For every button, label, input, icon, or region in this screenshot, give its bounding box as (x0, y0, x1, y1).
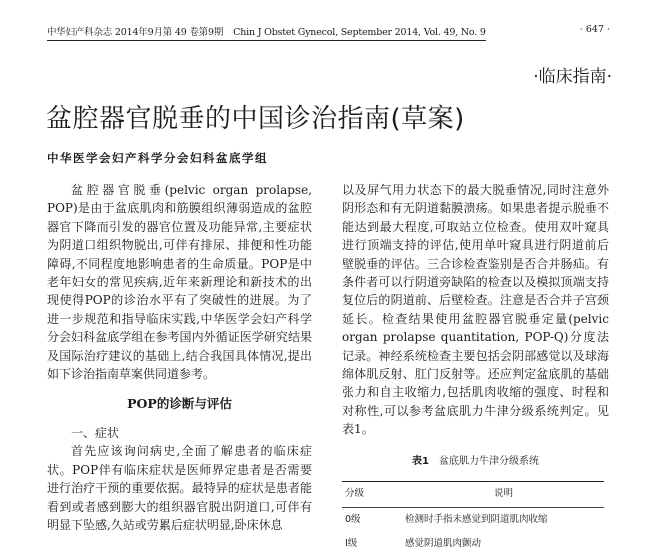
journal-name-cn: 中华妇产科杂志 2014年9月第 49 卷第9期 (47, 27, 224, 38)
grade-cell: 0级 (345, 513, 361, 525)
continued-paragraph: 以及屏气用力状态下的最大脱垂情况,同时注意外阴形态和有无阴道黏膜溃疡。如果患者提示脱垂不能达到最大程度,可取站立位检查。使用双叶窥具进行顶端支持的评估,使用单叶窥具进行阴道前后壁脱垂的评估。三合诊检查鉴别是否合并肠疝。有条件者可以行阴道旁缺陷的检查以及模拟顶端支持复位后的阴道前、后壁检查。注意是否合并子宫颈延长。检查结果使用盆腔器官脱垂定量(pelvic organ prolapse quantitation, POP-Q)分度法记录。神经系统检查主要包括会阴部感觉以及球海绵体肌反射、肛门反射等。还应判定盆底肌的基础张力和自主收缩力,包括肌肉收缩的强度、时程和对称性,可以参考盆底肌力牛津分级系统判定。见表1。 (342, 183, 609, 437)
running-head (47, 24, 486, 41)
oxford-grading-table (342, 481, 604, 556)
page-number: · 647 · (579, 24, 610, 35)
subheading-symptoms: 一、症状 (71, 425, 120, 440)
table-row (342, 532, 604, 556)
description-cell: 感觉阴道肌肉颤动 (405, 537, 482, 549)
grade-cell: Ⅰ级 (345, 537, 358, 549)
author-group: 中华医学会妇产科学分会妇科盆底学组 (47, 151, 268, 165)
section-label: ·临床指南· (533, 67, 612, 87)
intro-paragraph: 盆腔器官脱垂(pelvic organ prolapse, POP)是由于盆底肌肉和筋膜组织薄弱造成的盆腔器官下降而引发的器官位置及功能异常,主要症状为阴道口组织物脱出,可伴有排尿、排便和性功能障碍,不同程度地影响患者的生命质量。POP是中老年妇女的常见疾病,近年来新理论和新技术的出现使得POP的诊治水平有了突破性的进展。为了进一步规范和指导临床实践,中华医学会妇产科学分会妇科盆底学组在参考国内外循证医学研究结果及国际治疗建议的基础上,结合我国具体情况,提出如下诊治指南草案供同道参考。 (47, 183, 312, 382)
journal-name-en: Chin J Obstet Gynecol, September 2014, Vol. 49, No. 9 (233, 27, 486, 38)
article-title: 盆腔器官脱垂的中国诊治指南(草案) (46, 104, 465, 134)
right-column (342, 181, 609, 556)
symptoms-paragraph: 首先应该询问病史,全面了解患者的临床症状。POP伴有临床症状是医师界定患者是否需要进行治疗干预的重要依据。最特异的症状是患者能看到或者感到膨大的组织器官脱出阴道口,可伴有明显下坠感,久站或劳累后症状明显,卧床休息 (47, 444, 312, 532)
header-grade: 分级 (345, 488, 365, 500)
table-label: 表1 (412, 455, 429, 467)
table-title: 盆底肌力牛津分级系统 (438, 455, 539, 467)
description-cell: 检测时手指未感觉到阴道肌肉收缩 (405, 513, 548, 525)
section-heading: POP的诊断与评估 (127, 396, 232, 412)
table-header-row (342, 482, 604, 507)
header-description: 说明 (493, 488, 513, 500)
table-row (342, 507, 604, 532)
journal-citation (47, 24, 486, 41)
left-column (47, 181, 312, 534)
table-caption (342, 453, 609, 471)
